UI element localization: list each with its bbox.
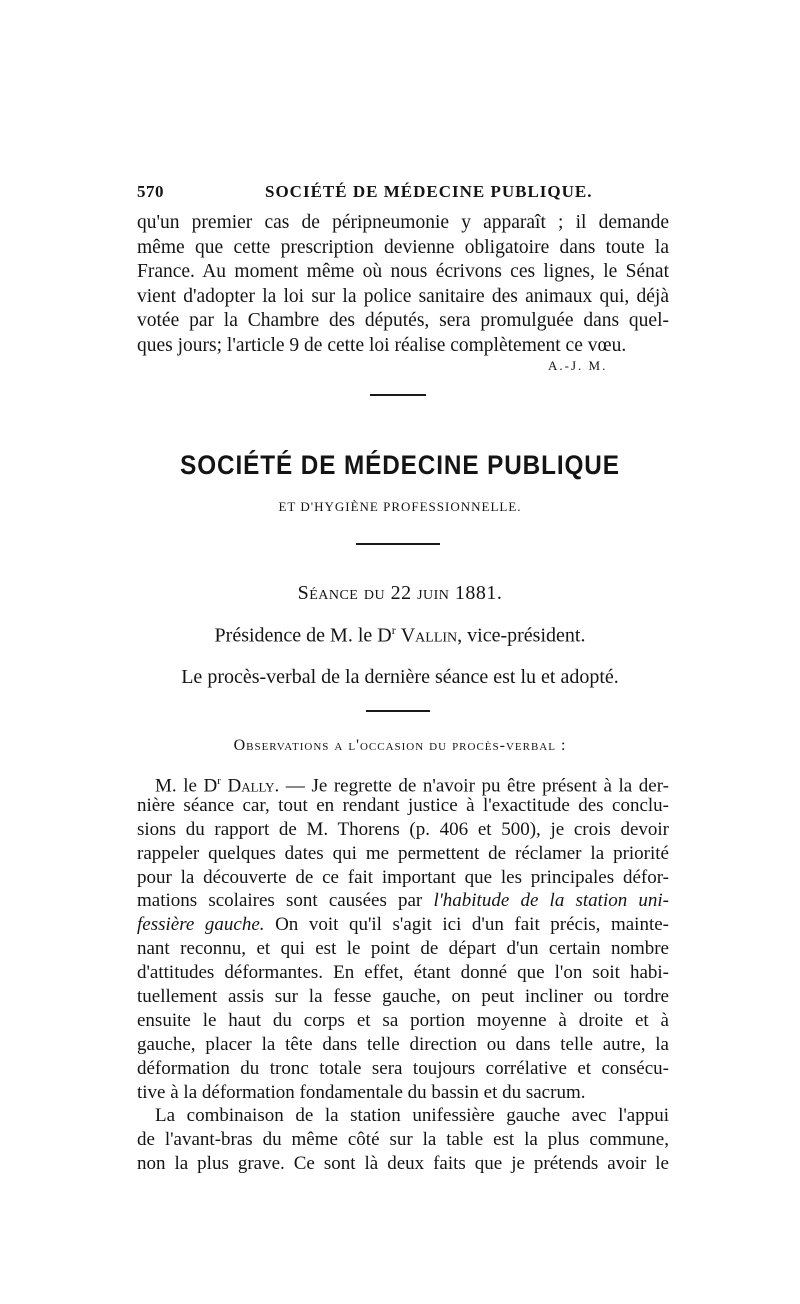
body-line: sions du rapport de M. Thorens (p. 406 et 500), je crois devoir: [137, 818, 669, 840]
body-line: déformation du tronc totale sera toujours corrélative et consécu-: [137, 1057, 669, 1079]
body-line: ensuite le haut du corps et sa portion moyenne à droite et à: [137, 1009, 669, 1031]
intro-line: France. Au moment même où nous écrivons ces lignes, le Sénat: [137, 261, 669, 282]
society-title: SOCIÉTÉ DE MÉDECINE PUBLIQUE: [180, 450, 620, 480]
intro-line: vient d'adopter la loi sur la police sanitaire des animaux qui, déjà: [137, 285, 669, 307]
session-date: Séance du 22 juin 1881.: [297, 582, 503, 604]
body-line: tuellement assis sur la fesse gauche, on peut incliner ou tordre: [137, 986, 669, 1008]
body-line: nant reconnu, et qui est le point de départ d'un certain nombre: [137, 938, 669, 960]
intro-line: ques jours; l'article 9 de cette loi réalise complètement ce vœu.: [137, 334, 627, 356]
body-line: d'attitudes déformantes. En effet, étant donné que l'on soit habi-: [137, 962, 669, 984]
presidency-sup: r: [391, 623, 396, 637]
intro-line: votée par la Chambre des députés, sera promulguée dans quel-: [137, 310, 669, 331]
observations-heading: Observations a l'occasion du procès-verbal :: [233, 737, 567, 754]
italic-phrase: fessière gauche.: [137, 914, 265, 936]
presidency-prefix: Présidence de M. le D: [214, 624, 392, 647]
author-signature: A.-J. M.: [548, 358, 608, 373]
body-line: [137, 770, 670, 797]
body-line: tive à la déformation fondamentale du bassin et du sacrum.: [137, 1081, 586, 1103]
separator-rule: [366, 710, 430, 712]
body-text: [137, 770, 669, 1176]
body-line: non la plus grave. Ce sont là deux faits que je prétends avoir le: [137, 1153, 669, 1175]
society-subtitle: ET D'HYGIÈNE PROFESSIONNELLE.: [278, 499, 522, 514]
intro-line: qu'un premier cas de péripneumonie y apparaît ; il demande: [137, 212, 669, 233]
intro-paragraph: [137, 211, 669, 358]
president-name: Vallin: [400, 624, 458, 647]
body-text-segment: On voit qu'il s'agit ici d'un fait précis, mainte-: [264, 914, 669, 936]
body-line: nière séance car, tout en rendant justice à l'exactitude des conclu-: [137, 794, 669, 816]
speaker-sup: r: [217, 775, 221, 787]
page-number: 570: [137, 182, 164, 201]
body-line: rappeler quelques dates qui me permettent de réclamer la priorité: [137, 842, 669, 864]
separator-rule: [370, 394, 426, 396]
running-title: SOCIÉTÉ DE MÉDECINE PUBLIQUE.: [265, 182, 593, 201]
minutes-line: Le procès-verbal de la dernière séance est lu et adopté.: [181, 666, 619, 688]
body-line: [137, 889, 669, 913]
body-line: [137, 913, 669, 937]
intro-line: même que cette prescription devienne obligatoire dans toute la: [137, 236, 669, 258]
presidency-line: [0, 623, 800, 648]
speaker-text: — Je regrette de n'avoir pu être présent à la der-: [285, 775, 670, 797]
body-line: de l'avant-bras du même côté sur la table est la plus commune,: [137, 1129, 669, 1151]
presidency-suffix: , vice-président.: [457, 624, 586, 647]
speaker-name: Dally.: [227, 775, 280, 797]
body-line: La combinaison de la station unifessière gauche avec l'appui: [155, 1105, 669, 1127]
italic-phrase: l'habitude de la station uni-: [433, 890, 669, 912]
body-line: pour la découverte de ce fait important que les principales défor-: [137, 866, 669, 888]
body-text-segment: mations scolaires sont causées par: [137, 890, 423, 912]
running-head: [137, 182, 677, 204]
speaker-prefix: M. le D: [155, 775, 218, 797]
body-line: gauche, placer la tête dans telle direction ou dans telle autre, la: [137, 1033, 669, 1055]
separator-rule: [356, 543, 440, 545]
